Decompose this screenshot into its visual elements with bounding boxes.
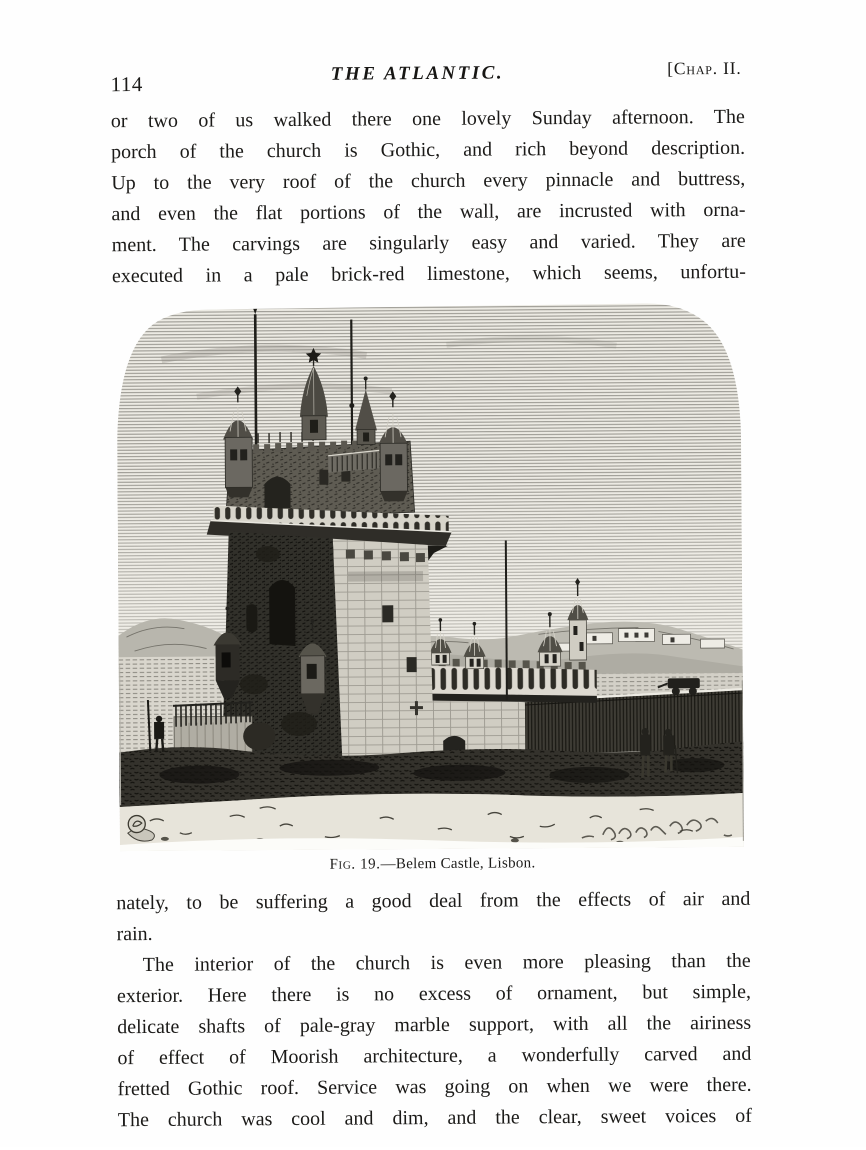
paragraph-continuation <box>116 884 750 950</box>
paragraph-bottom <box>117 946 752 1136</box>
text-line: The interior of the church is even more pleasing than the <box>117 946 751 981</box>
page-number: 114 <box>111 72 143 97</box>
chapter-marker: [Chap. II. <box>667 58 741 80</box>
text-line: The church was cool and dim, and the clear, sweet voices of <box>118 1101 752 1136</box>
text-line: executed in a pale brick-red limestone, which seems, unfortu- <box>112 257 746 292</box>
figure-caption-text: —Belem Castle, Lisbon. <box>381 855 536 872</box>
text-line: Up to the very roof of the church every pinnacle and buttress, <box>111 164 745 199</box>
text-line: exterior. Here there is no excess of ornament, but simple, <box>117 977 751 1012</box>
paragraph-top <box>111 102 746 292</box>
text-line: nately, to be suffering a good deal from the effects of air and <box>116 884 750 919</box>
running-title: THE ATLANTIC. <box>0 60 839 88</box>
text-line: ment. The carvings are singularly easy and varied. They are <box>112 226 746 261</box>
text-line: and even the flat portions of the wall, are incrusted with orna- <box>111 195 745 230</box>
text-line: porch of the church is Gothic, and rich beyond description. <box>111 133 745 168</box>
artist-monogram <box>128 816 145 833</box>
belem-castle-engraving <box>116 301 745 851</box>
figure-caption-label: Fig. 19. <box>330 856 381 872</box>
text-line: fretted Gothic roof. Service was going on when we were there. <box>118 1070 752 1105</box>
text-line: delicate shafts of pale-gray marble support, with all the airiness <box>117 1008 751 1043</box>
text-line: rain. <box>116 915 750 950</box>
text-line: or two of us walked there one lovely Sunday afternoon. The <box>111 102 745 137</box>
text-line: of effect of Moorish architecture, a wonderfully carved and <box>117 1039 751 1074</box>
figure-illustration <box>116 301 745 851</box>
figure-caption <box>120 854 745 875</box>
